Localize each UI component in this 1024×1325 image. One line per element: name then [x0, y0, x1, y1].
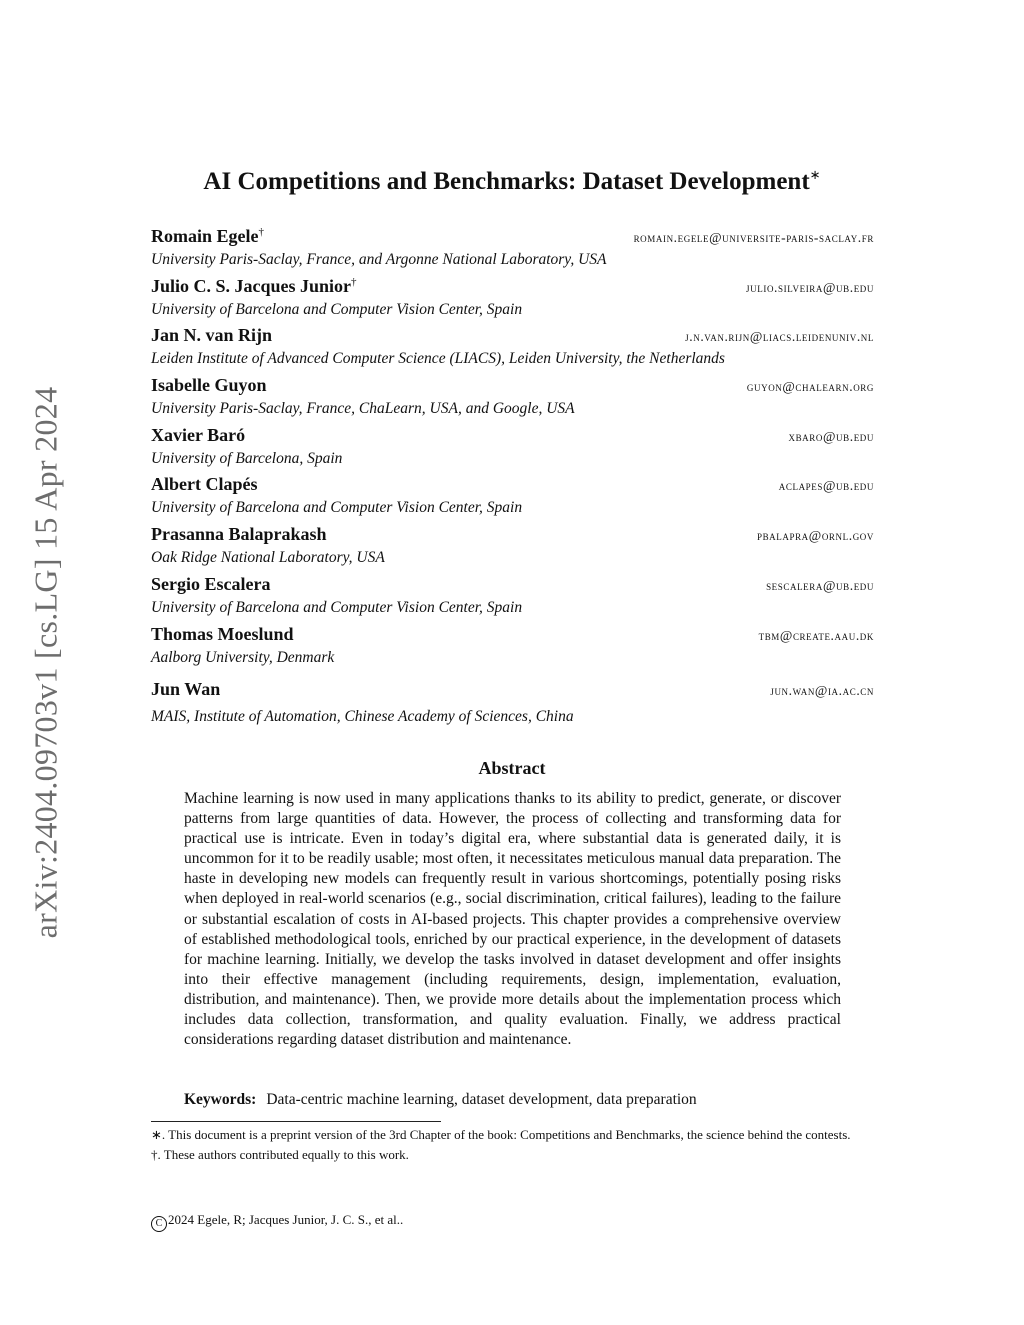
footnote-divider: [151, 1121, 441, 1122]
author-email[interactable]: aclapes@ub.edu: [778, 478, 874, 494]
footnote-mark: †.: [151, 1146, 161, 1162]
copyright-icon: C: [151, 1216, 167, 1232]
author-name: Thomas Moeslund: [151, 623, 294, 644]
author-block: [151, 679, 874, 729]
author-name: Albert Clapés: [151, 474, 258, 495]
author-email[interactable]: pbalapra@ornl.gov: [756, 528, 874, 544]
author-email[interactable]: j.n.van.rijn@liacs.leidenuniv.nl: [685, 329, 874, 345]
author-email[interactable]: romain.egele@universite-paris-saclay.fr: [633, 230, 874, 245]
author-affiliation: University of Barcelona, Spain: [151, 449, 343, 467]
footnote-item: [151, 1126, 874, 1144]
footnote-text: This document is a preprint version of the 3rd Chapter of the book: Competitions and Benchmarks, the science behind the contests.: [168, 1127, 851, 1142]
arxiv-identifier: arXiv:2404.09703v1 [cs.LG] 15 Apr 2024: [27, 386, 64, 938]
author-block: [151, 574, 874, 624]
paper-title-text: AI Competitions and Benchmarks: Dataset Development: [203, 168, 810, 195]
author-name: Julio C. S. Jacques Junior†: [151, 275, 357, 296]
author-affiliation: University of Barcelona and Computer Vision Center, Spain: [151, 300, 523, 318]
author-affiliation: University of Barcelona and Computer Vision Center, Spain: [151, 499, 523, 517]
author-block: [151, 624, 874, 674]
author-affiliation: Aalborg University, Denmark: [151, 648, 335, 666]
author-block: [151, 524, 874, 574]
author-name: Romain Egele†: [151, 226, 264, 246]
author-name: Jan N. van Rijn: [151, 325, 273, 346]
keywords-label: Keywords:: [184, 1091, 257, 1108]
author-name: Prasanna Balaprakash: [151, 524, 327, 545]
author-email[interactable]: xbaro@ub.edu: [788, 428, 874, 444]
author-block: [151, 276, 874, 326]
author-affiliation: University of Barcelona and Computer Vision Center, Spain: [151, 598, 523, 616]
author-block: [151, 474, 874, 524]
copyright-line: [151, 1212, 403, 1232]
author-list: [151, 226, 874, 729]
author-name: Sergio Escalera: [151, 573, 271, 594]
author-block: [151, 375, 874, 425]
title-footnote-mark: ∗: [809, 167, 821, 182]
author-email[interactable]: julio.silveira@ub.edu: [746, 279, 874, 295]
author-affiliation: University Paris-Saclay, France, and Argonne National Laboratory, USA: [151, 251, 607, 268]
copyright-text: 2024 Egele, R; Jacques Junior, J. C. S., et al..: [168, 1212, 404, 1227]
footnote-text: These authors contributed equally to this work.: [163, 1146, 409, 1162]
keywords-text: Data-centric machine learning, dataset development, data preparation: [266, 1091, 697, 1108]
author-email[interactable]: sescalera@ub.edu: [766, 577, 874, 593]
footnote-mark: ∗.: [151, 1127, 166, 1142]
author-email[interactable]: jun.wan@ia.ac.cn: [770, 683, 874, 699]
footnote-item: [151, 1146, 874, 1164]
author-block: [151, 226, 874, 276]
author-name: Jun Wan: [151, 679, 221, 700]
author-block: [151, 325, 874, 375]
keywords-line: [184, 1091, 841, 1109]
paper-title: [0, 167, 1024, 196]
author-affiliation: MAIS, Institute of Automation, Chinese Academy of Sciences, China: [151, 708, 574, 726]
abstract-heading: Abstract: [478, 758, 546, 778]
author-name: Xavier Baró: [151, 424, 246, 445]
arxiv-sidebar-stamp: [16, 352, 76, 972]
author-email[interactable]: tbm@create.aau.dk: [758, 627, 874, 643]
abstract-body: Machine learning is now used in many applications thanks to its ability to predict, generate, or discover patterns from large quantities of data. However, the process of collecting and transforming data for practical use is intricate. Even in today’s digital era, where substantial data is generated daily, it is uncommon for it to be readily usable; most often, it necessitates meticulous manual data preparation. The haste in developing new models can frequently result in various shortcomings, potentially posing risks when deployed in real-world scenarios (e.g., social discrimination, critical failures), leading to the failure or substantial escalation of costs in AI-based projects. This chapter provides a comprehensive overview of established methodological tools, enriched by our practical experience, in the development of datasets for machine learning. Initially, we develop the tasks involved in dataset development and offer insights into their effective management (including requirements, design, implementation, evaluation, distribution, and maintenance). Then, we provide more details about the implementation process which includes data collection, transformation, and quality evaluation. Finally, we address practical considerations regarding dataset distribution and maintenance.: [184, 790, 841, 1049]
author-affiliation: Leiden Institute of Advanced Computer Science (LIACS), Leiden University, the Netherlands: [151, 350, 725, 368]
author-block: [151, 425, 874, 475]
footnotes: [151, 1126, 874, 1165]
author-affiliation: University Paris-Saclay, France, ChaLearn, USA, and Google, USA: [151, 400, 575, 418]
author-affiliation: Oak Ridge National Laboratory, USA: [151, 549, 385, 567]
author-name: Isabelle Guyon: [151, 375, 267, 396]
author-email[interactable]: guyon@chalearn.org: [746, 379, 874, 395]
